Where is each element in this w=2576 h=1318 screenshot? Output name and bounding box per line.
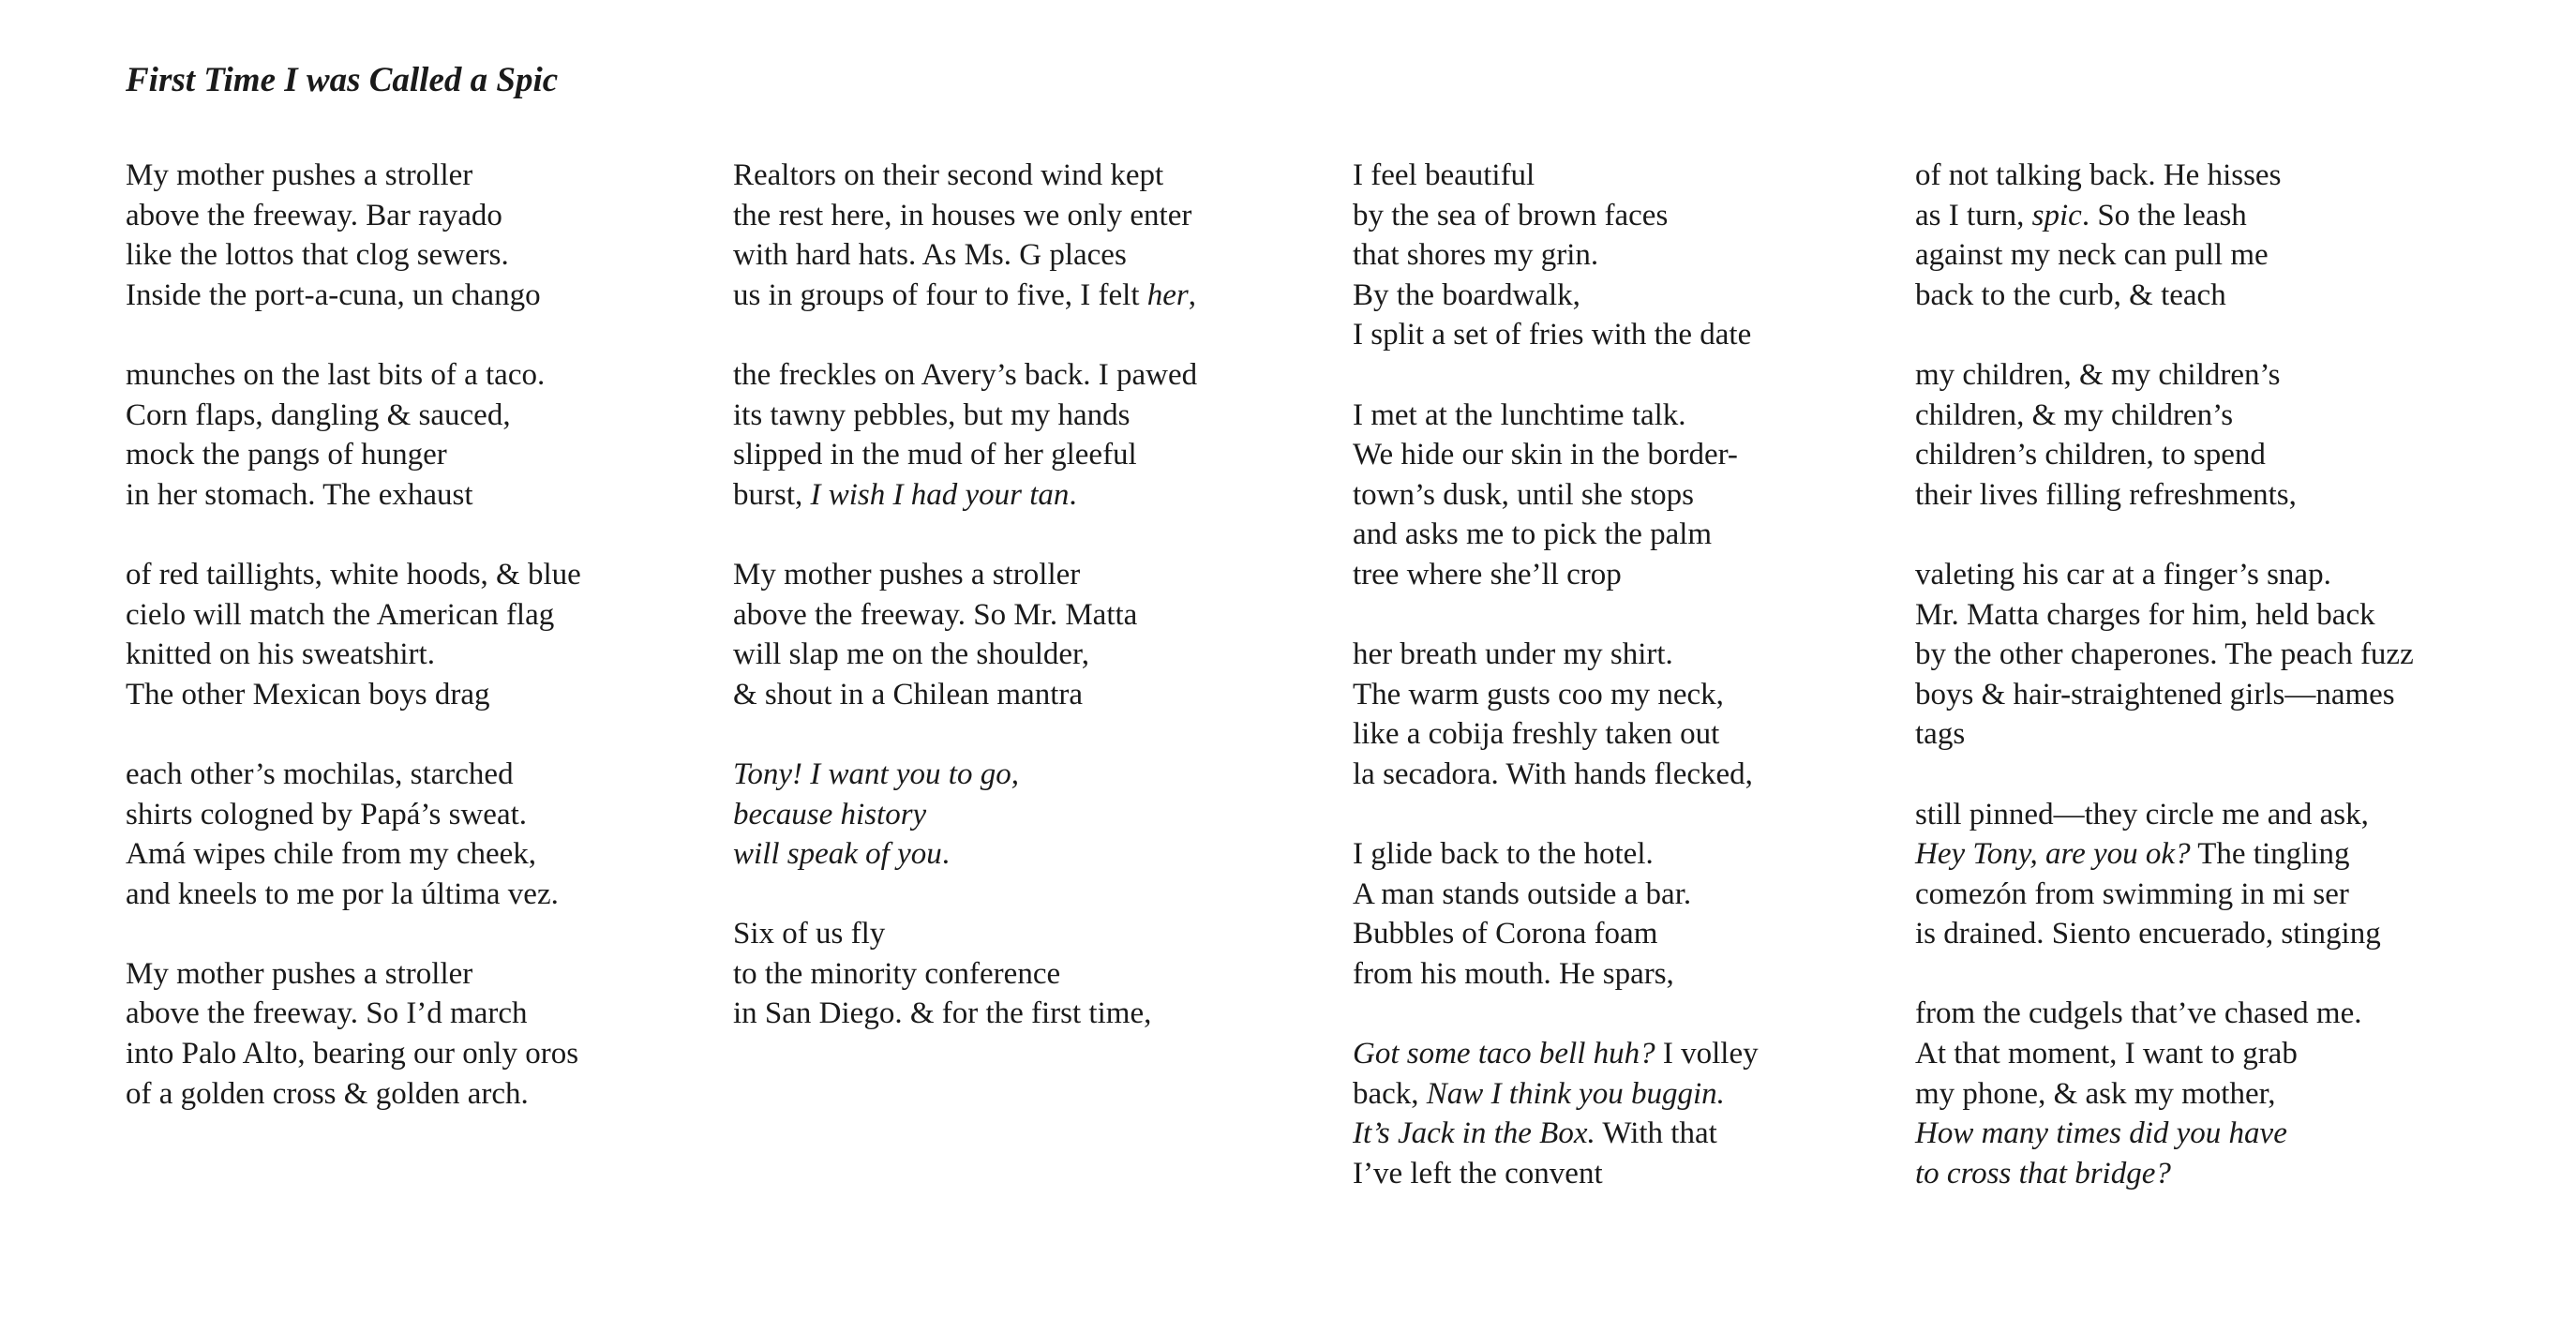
- stanza: [126, 755, 581, 914]
- line-text: and asks me to pick the palm: [1353, 517, 1713, 552]
- italic-text: Hey Tony, are you ok?: [1915, 837, 2191, 872]
- poem-line: [1353, 276, 1759, 316]
- line-text: Bubbles of Corona foam: [1353, 917, 1658, 951]
- poem-line: [1915, 875, 2414, 915]
- stanza: [1915, 994, 2414, 1193]
- line-text: from the cudgels that’ve chased me.: [1915, 996, 2362, 1031]
- poem-line: [1915, 1034, 2414, 1074]
- line-text: its tawny pebbles, but my hands: [733, 397, 1131, 432]
- line-text: Six of us fly: [733, 917, 886, 951]
- italic-text: How many times did you have: [1915, 1116, 2287, 1151]
- poem-column-3: [1353, 156, 1759, 1234]
- stanza: [126, 954, 581, 1114]
- poem-line: [1353, 515, 1759, 555]
- stanza: [126, 555, 581, 714]
- poem-line: [1915, 276, 2414, 316]
- poem-line: [1353, 396, 1759, 436]
- line-text: of red taillights, white hoods, & blue: [126, 557, 581, 592]
- poem-line: [733, 555, 1197, 595]
- stanza: [733, 156, 1197, 315]
- stanza: [126, 355, 581, 515]
- stanza: [1915, 355, 2414, 515]
- poem-line: [1915, 635, 2414, 675]
- line-text: cielo will match the American flag: [126, 597, 555, 632]
- poem-line: [733, 834, 1197, 875]
- stanza: [1915, 156, 2414, 315]
- line-text: My mother pushes a stroller: [126, 158, 473, 192]
- poem-line: [1353, 635, 1759, 675]
- poem-line: [1353, 675, 1759, 715]
- poem-line: [1915, 435, 2414, 475]
- line-text: still pinned—they circle me and ask,: [1915, 797, 2369, 831]
- poem-line: [733, 755, 1197, 795]
- poem-line: [733, 914, 1197, 954]
- poem-line: [1353, 954, 1759, 995]
- line-text: us in groups of four to five, I felt: [733, 277, 1147, 312]
- stanza: [733, 914, 1197, 1034]
- line-text: valeting his car at a finger’s snap.: [1915, 557, 2331, 592]
- line-text: that shores my grin.: [1353, 238, 1599, 273]
- line-text: Inside the port-a-cuna, un chango: [126, 277, 541, 312]
- stanza: [733, 355, 1197, 515]
- line-text: A man stands outside a bar.: [1353, 876, 1692, 911]
- line-text: By the boardwalk,: [1353, 277, 1580, 312]
- poem-line: [1915, 914, 2414, 954]
- line-text: in San Diego. & for the first time,: [733, 996, 1152, 1031]
- poem-line: [733, 954, 1197, 995]
- stanza: [1915, 555, 2414, 755]
- line-text: My mother pushes a stroller: [126, 956, 473, 991]
- poem-line: [1915, 475, 2414, 516]
- line-text: The tingling: [2190, 837, 2350, 872]
- line-text: by the other chaperones. The peach fuzz: [1915, 637, 2414, 672]
- poem-line: [1353, 235, 1759, 276]
- line-text: like the lottos that clog sewers.: [126, 238, 509, 273]
- stanza: [126, 156, 581, 315]
- poem-line: [1353, 196, 1759, 236]
- line-text: her breath under my shirt.: [1353, 637, 1673, 672]
- line-text: from his mouth. He spars,: [1353, 956, 1674, 991]
- line-text: above the freeway. Bar rayado: [126, 198, 502, 232]
- stanza: [1353, 635, 1759, 794]
- line-text: of not talking back. He hisses: [1915, 158, 2282, 192]
- poem-line: [1353, 475, 1759, 516]
- line-text: shirts cologned by Papá’s sweat.: [126, 797, 528, 831]
- line-text: back to the curb, & teach: [1915, 277, 2226, 312]
- poem-line: [733, 675, 1197, 715]
- line-text: with hard hats. As Ms. G places: [733, 238, 1127, 273]
- italic-text: her: [1146, 277, 1189, 312]
- poem-line: [1915, 196, 2414, 236]
- line-text: the freckles on Avery’s back. I pawed: [733, 357, 1198, 392]
- poem-line: [1915, 1074, 2414, 1115]
- poem-line: [733, 235, 1197, 276]
- line-text: Mr. Matta charges for him, held back: [1915, 597, 2375, 632]
- poem-line: [1353, 914, 1759, 954]
- line-text: knitted on his sweatshirt.: [126, 637, 435, 672]
- poem-line: [1915, 714, 2414, 755]
- poem-line: [126, 954, 581, 995]
- line-text: Corn flaps, dangling & sauced,: [126, 397, 511, 432]
- line-text: . So the leash: [2081, 198, 2247, 232]
- poem-line: [733, 994, 1197, 1034]
- poem-column-2: [733, 156, 1197, 1074]
- poem-line: [1353, 315, 1759, 355]
- poem-line: [126, 834, 581, 875]
- line-text: I glide back to the hotel.: [1353, 837, 1654, 872]
- poem-line: [1353, 1034, 1759, 1074]
- line-text: above the freeway. So Mr. Matta: [733, 597, 1138, 632]
- poem-line: [733, 355, 1197, 396]
- poem-line: [733, 196, 1197, 236]
- line-text: back,: [1353, 1076, 1427, 1111]
- line-text: children, & my children’s: [1915, 397, 2234, 432]
- poem-line: [1915, 1114, 2414, 1154]
- poem-line: [733, 156, 1197, 196]
- poem-title: First Time I was Called a Spic: [126, 61, 559, 99]
- poem-line: [126, 875, 581, 915]
- poem-line: [126, 994, 581, 1034]
- poem-line: [733, 595, 1197, 636]
- line-text: .: [1069, 477, 1077, 512]
- poem-line: [733, 635, 1197, 675]
- italic-text: Naw I think you buggin.: [1426, 1076, 1725, 1111]
- line-text: in her stomach. The exhaust: [126, 477, 473, 512]
- poem-line: [126, 675, 581, 715]
- poem-line: [1353, 1154, 1759, 1194]
- line-text: & shout in a Chilean mantra: [733, 677, 1084, 711]
- line-text: mock the pangs of hunger: [126, 438, 447, 472]
- line-text: My mother pushes a stroller: [733, 557, 1081, 592]
- italic-text: Tony! I want you to go,: [733, 756, 1019, 791]
- poem-line: [126, 595, 581, 636]
- poem-line: [126, 1034, 581, 1074]
- line-text: I met at the lunchtime talk.: [1353, 397, 1686, 432]
- line-text: like a cobija freshly taken out: [1353, 717, 1720, 752]
- poem-line: [733, 475, 1197, 516]
- poem-line: [126, 795, 581, 835]
- stanza: [1353, 834, 1759, 994]
- line-text: against my neck can pull me: [1915, 238, 2269, 273]
- poem-column-4: [1915, 156, 2414, 1234]
- line-text: town’s dusk, until she stops: [1353, 477, 1694, 512]
- line-text: The warm gusts coo my neck,: [1353, 677, 1724, 711]
- poem-line: [1353, 755, 1759, 795]
- line-text: The other Mexican boys drag: [126, 677, 490, 711]
- line-text: to the minority conference: [733, 956, 1061, 991]
- poem-line: [126, 475, 581, 516]
- poem-line: [126, 355, 581, 396]
- stanza: [1353, 1034, 1759, 1193]
- poem-line: [1353, 1114, 1759, 1154]
- poem-line: [126, 435, 581, 475]
- poem-line: [1915, 396, 2414, 436]
- line-text: as I turn,: [1915, 198, 2032, 232]
- line-text: At that moment, I want to grab: [1915, 1037, 2298, 1071]
- poem-line: [1353, 875, 1759, 915]
- italic-text: I wish I had your tan: [810, 477, 1070, 512]
- line-text: tags: [1915, 717, 1966, 752]
- poem-line: [733, 396, 1197, 436]
- poem-line: [126, 276, 581, 316]
- poem-line: [126, 555, 581, 595]
- line-text: I volley: [1655, 1037, 1759, 1071]
- poem-line: [1915, 795, 2414, 835]
- line-text: .: [941, 837, 950, 872]
- line-text: ,: [1188, 277, 1196, 312]
- poem-line: [1915, 675, 2414, 715]
- stanza: [1353, 396, 1759, 595]
- poem-line: [1915, 1154, 2414, 1194]
- poem-line: [733, 276, 1197, 316]
- line-text: above the freeway. So I’d march: [126, 996, 528, 1031]
- line-text: is drained. Siento encuerado, stinging: [1915, 917, 2381, 951]
- line-text: the rest here, in houses we only enter: [733, 198, 1192, 232]
- poem-line: [1915, 834, 2414, 875]
- line-text: Amá wipes chile from my cheek,: [126, 837, 537, 872]
- poem-line: [1915, 355, 2414, 396]
- poem-line: [733, 435, 1197, 475]
- poem-line: [1353, 555, 1759, 595]
- poem-line: [1915, 595, 2414, 636]
- poem-line: [126, 1074, 581, 1115]
- stanza: [1915, 795, 2414, 954]
- line-text: my children, & my children’s: [1915, 357, 2281, 392]
- line-text: Realtors on their second wind kept: [733, 158, 1164, 192]
- poem-line: [733, 795, 1197, 835]
- line-text: We hide our skin in the border-: [1353, 438, 1738, 472]
- poem-line: [1915, 994, 2414, 1034]
- italic-text: spic: [2031, 198, 2082, 232]
- line-text: boys & hair-straightened girls—names: [1915, 677, 2395, 711]
- poem-line: [1915, 555, 2414, 595]
- poem-line: [126, 755, 581, 795]
- poem-line: [1353, 714, 1759, 755]
- line-text: by the sea of brown faces: [1353, 198, 1669, 232]
- italic-text: will speak of you: [733, 837, 942, 872]
- line-text: burst,: [733, 477, 811, 512]
- poem-line: [1353, 834, 1759, 875]
- poem-line: [126, 396, 581, 436]
- line-text: I split a set of fries with the date: [1353, 318, 1752, 352]
- line-text: children’s children, to spend: [1915, 438, 2266, 472]
- line-text: la secadora. With hands flecked,: [1353, 756, 1753, 791]
- line-text: slipped in the mud of her gleeful: [733, 438, 1137, 472]
- line-text: I’ve left the convent: [1353, 1156, 1603, 1191]
- line-text: will slap me on the shoulder,: [733, 637, 1089, 672]
- line-text: their lives filling refreshments,: [1915, 477, 2297, 512]
- line-text: into Palo Alto, bearing our only oros: [126, 1037, 579, 1071]
- poem-line: [126, 235, 581, 276]
- poem-line: [1353, 1074, 1759, 1115]
- italic-text: because history: [733, 797, 927, 831]
- poem-line: [1353, 435, 1759, 475]
- stanza: [733, 755, 1197, 875]
- italic-text: to cross that bridge?: [1915, 1156, 2171, 1191]
- line-text: tree where she’ll crop: [1353, 557, 1622, 592]
- line-text: I feel beautiful: [1353, 158, 1535, 192]
- italic-text: It’s Jack in the Box.: [1353, 1116, 1595, 1151]
- line-text: munches on the last bits of a taco.: [126, 357, 546, 392]
- line-text: of a golden cross & golden arch.: [126, 1076, 529, 1111]
- line-text: each other’s mochilas, starched: [126, 756, 514, 791]
- line-text: comezón from swimming in mi ser: [1915, 876, 2349, 911]
- italic-text: Got some taco bell huh?: [1353, 1037, 1655, 1071]
- poem-column-1: [126, 156, 581, 1154]
- line-text: and kneels to me por la última vez.: [126, 876, 559, 911]
- line-text: my phone, & ask my mother,: [1915, 1076, 2276, 1111]
- stanza: [733, 555, 1197, 714]
- poem-line: [1915, 156, 2414, 196]
- poem-line: [1353, 156, 1759, 196]
- poem-line: [126, 196, 581, 236]
- line-text: With that: [1595, 1116, 1717, 1151]
- stanza: [1353, 156, 1759, 355]
- poem-line: [1915, 235, 2414, 276]
- poem-line: [126, 156, 581, 196]
- poem-line: [126, 635, 581, 675]
